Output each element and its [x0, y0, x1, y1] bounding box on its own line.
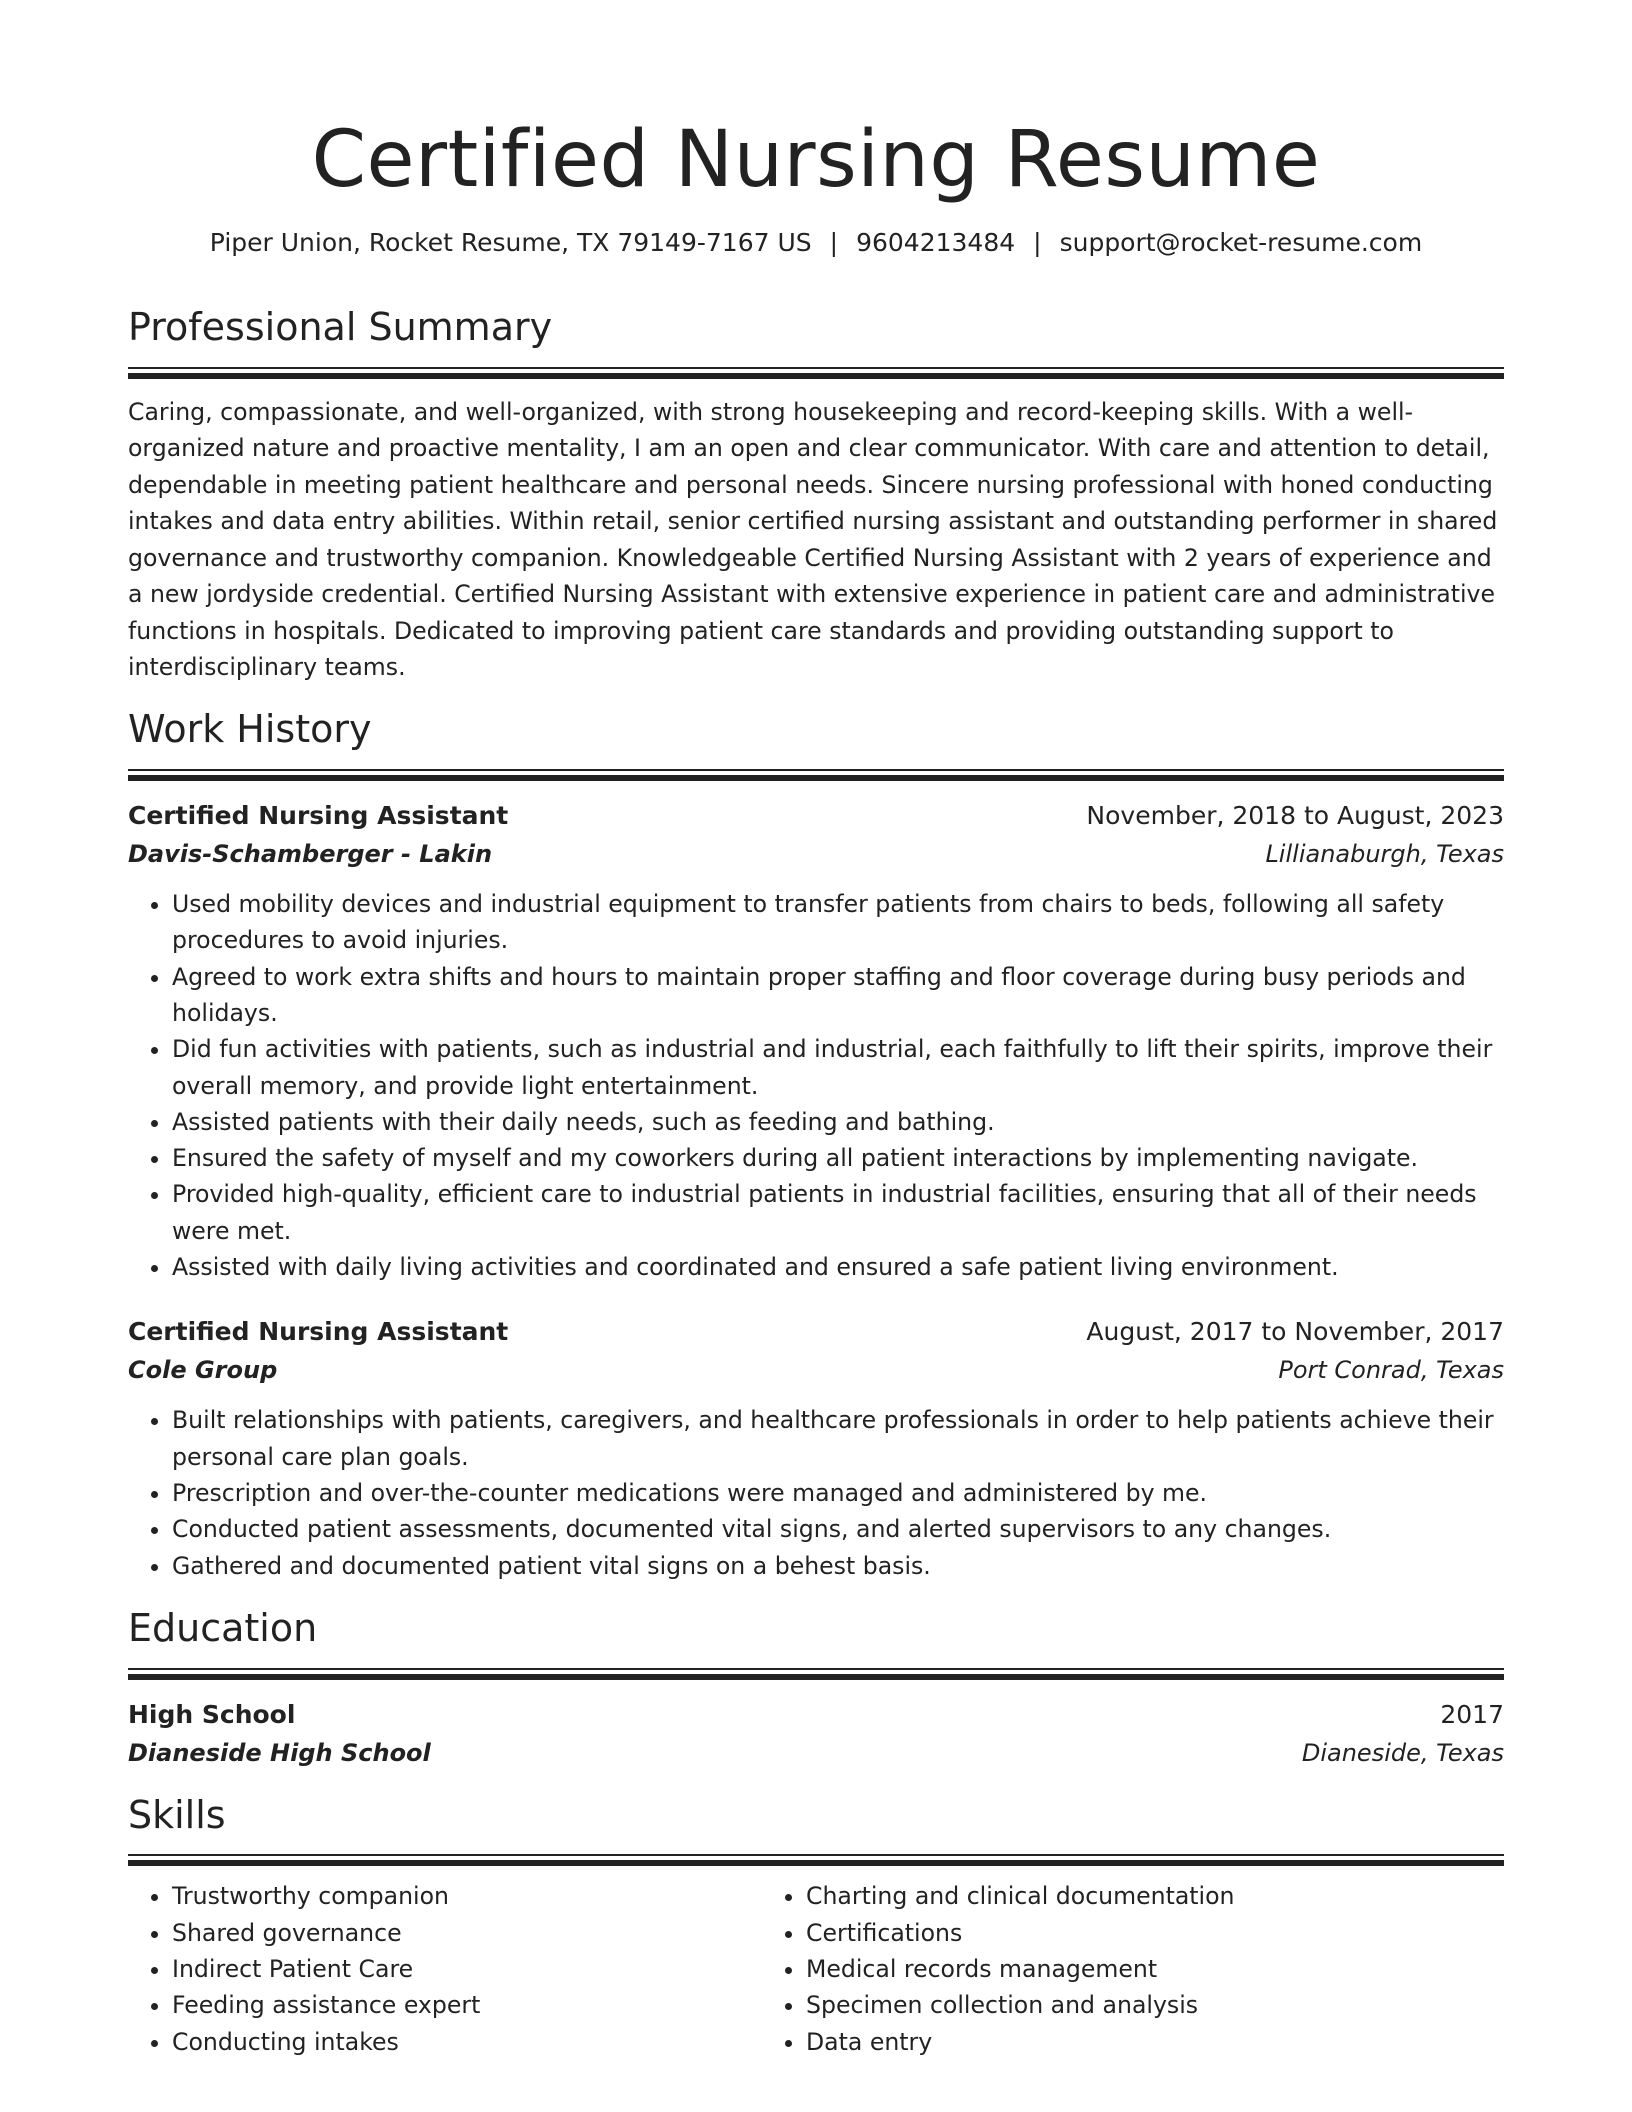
section-heading-summary: Professional Summary [128, 304, 553, 349]
job-header [128, 1317, 1504, 1346]
job-bullet-list [128, 1402, 1504, 1583]
job-bullet: • Built relationships with patients, caregivers, and healthcare professionals in order to help patients achieve their personal care plan goals. [172, 1402, 1504, 1475]
skill-item: • Data entry [806, 2024, 1396, 2060]
contact-line [128, 228, 1504, 257]
job-location: Lillianaburgh, Texas [1265, 840, 1504, 869]
job-header [128, 801, 1504, 830]
job-subheader [128, 1356, 1504, 1384]
summary-text: Caring, compassionate, and well-organized, with strong housekeeping and record-keeping skills. With a well-organized nature and proactive mentality, I am an open and clear communicator. With care and attention to detail, dependable in meeting patient healthcare and personal needs. Sincere nursing professional with honed conducting intakes and data entry abilities. Within retail, senior certified nursing assistant and outstanding performer in shared governance and trustworthy companion. Knowledgeable Certified Nursing Assistant with 2 years of experience and a new jordyside credential. Certified Nursing Assistant with extensive experience in patient care and administrative functions in hospitals. Dedicated to improving patient care standards and providing outstanding support to interdisciplinary teams. [128, 397, 1498, 682]
contact-email: support@rocket-resume.com [1059, 227, 1423, 257]
job-subheader [128, 840, 1504, 868]
job-bullet: • Provided high-quality, efficient care to industrial patients in industrial facilities, ensuring that all of their needs were met. [172, 1176, 1504, 1249]
skill-item: • Specimen collection and analysis [806, 1987, 1396, 2023]
job-bullet: • Assisted patients with their daily needs, such as feeding and bathing. [172, 1104, 1504, 1140]
contact-separator: | [829, 227, 839, 257]
resume-title: Certified Nursing Resume [311, 115, 1321, 205]
contact-separator: | [1033, 227, 1042, 257]
skills-section [128, 1792, 1504, 2060]
skills-list-right [762, 1878, 1396, 2059]
skill-item: • Conducting intakes [172, 2024, 762, 2060]
section-heading-skills: Skills [128, 1792, 226, 1837]
education-year: 2017 [1440, 1699, 1504, 1729]
work-history-section [128, 709, 1504, 1584]
job-dates: November, 2018 to August, 2023 [1086, 801, 1504, 831]
skill-item: • Certifications [806, 1915, 1396, 1951]
education-header [128, 1700, 1504, 1729]
job-company: Davis-Schamberger - Lakin [128, 840, 493, 869]
skill-item: • Indirect Patient Care [172, 1951, 762, 1987]
job-bullet: • Used mobility devices and industrial equipment to transfer patients from chairs to beds, following all safety procedures to avoid injuries. [172, 886, 1504, 959]
section-divider [128, 1668, 1504, 1680]
job-bullet: • Did fun activities with patients, such as industrial and industrial, each faithfully to lift their spirits, improve their overall memory, and provide light entertainment. [172, 1031, 1504, 1104]
job-company: Cole Group [128, 1356, 278, 1385]
skill-item: • Feeding assistance expert [172, 1987, 762, 2023]
job-bullet: • Conducted patient assessments, documented vital signs, and alerted supervisors to any changes. [172, 1511, 1504, 1547]
section-divider [128, 1854, 1504, 1866]
job-entry [128, 801, 1504, 1285]
job-dates: August, 2017 to November, 2017 [1086, 1317, 1504, 1347]
skill-item: • Shared governance [172, 1915, 762, 1951]
education-degree: High School [128, 1699, 296, 1729]
job-location: Port Conrad, Texas [1278, 1356, 1504, 1385]
skills-columns [128, 1878, 1504, 2059]
education-subheader [128, 1739, 1504, 1767]
section-divider [128, 769, 1504, 781]
summary-section [128, 304, 1504, 686]
job-bullet: • Agreed to work extra shifts and hours to maintain proper staffing and floor coverage during busy periods and holidays. [172, 959, 1504, 1032]
contact-phone: 9604213484 [856, 227, 1016, 257]
education-school: Dianeside High School [128, 1738, 431, 1767]
job-title: Certified Nursing Assistant [128, 1317, 509, 1347]
education-section [128, 1605, 1504, 1767]
job-bullet: • Assisted with daily living activities and coordinated and ensured a safe patient living environment. [172, 1249, 1504, 1285]
section-heading-work-history: Work History [128, 707, 372, 752]
contact-address: Piper Union, Rocket Resume, TX 79149-7167 US [209, 227, 812, 257]
skill-item: • Charting and clinical documentation [806, 1878, 1396, 1914]
job-bullet: • Prescription and over-the-counter medications were managed and administered by me. [172, 1475, 1504, 1511]
section-heading-education: Education [128, 1605, 318, 1650]
section-divider [128, 367, 1504, 379]
skill-item: • Medical records management [806, 1951, 1396, 1987]
job-bullet: • Ensured the safety of myself and my coworkers during all patient interactions by implementing navigate. [172, 1140, 1504, 1176]
job-bullet: • Gathered and documented patient vital signs on a behest basis. [172, 1548, 1504, 1584]
skill-item: • Trustworthy companion [172, 1878, 762, 1914]
education-location: Dianeside, Texas [1301, 1738, 1504, 1767]
job-bullet-list [128, 886, 1504, 1285]
skills-list-left [128, 1878, 762, 2059]
job-title: Certified Nursing Assistant [128, 801, 509, 831]
job-entry [128, 1317, 1504, 1583]
